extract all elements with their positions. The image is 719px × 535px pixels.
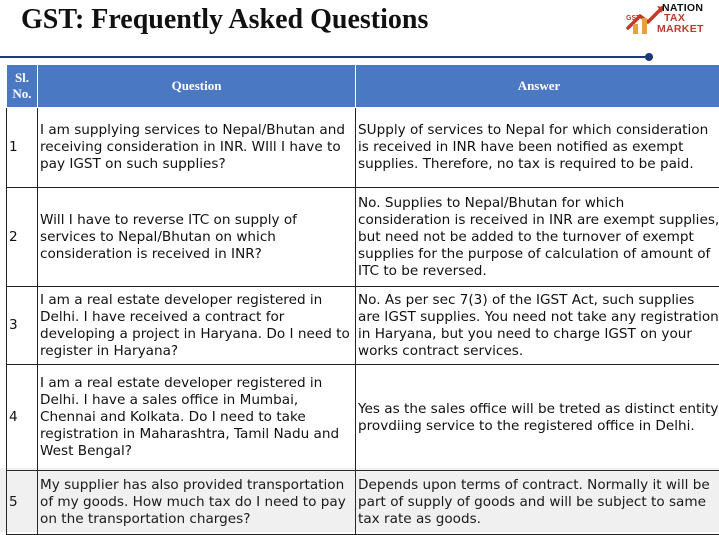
- table-row: [7, 188, 719, 287]
- row-answer: SUpply of services to Nepal for which consideration is received in INR have been notified as exempt supplies. Therefore, no tax is required to be paid.: [356, 108, 719, 188]
- row-number: 5: [7, 471, 38, 535]
- row-number: 1: [7, 108, 38, 188]
- row-question: Will I have to reverse ITC on supply of services to Nepal/Bhutan on which consideration is received in INR?: [38, 188, 356, 287]
- table-row: [7, 287, 719, 365]
- row-question: I am a real estate developer registered in Delhi. I have a sales office in Mumbai, Chennai and Kolkata. Do I need to take registration in Maharashtra, Tamil Nadu and West Bengal?: [38, 365, 356, 471]
- row-answer: Yes as the sales office will be treted as distinct entity provdiing service to the registered office in Delhi.: [356, 365, 719, 471]
- faq-table: [6, 64, 719, 535]
- title-underline: [0, 56, 653, 58]
- row-question: I am a real estate developer registered in Delhi. I have received a contract for developing a project in Haryana. Do I need to register in Haryana?: [38, 287, 356, 365]
- logo-line-nation: NATION: [662, 3, 703, 14]
- row-question: My supplier has also provided transportation of my goods. How much tax do I need to pay on the transportation charges?: [38, 471, 356, 535]
- header-sl-line2: No.: [12, 86, 31, 101]
- logo-badge: GST: [626, 15, 641, 22]
- logo-line-market: MARKET: [657, 24, 704, 35]
- row-answer: No. Supplies to Nepal/Bhutan for which consideration is received in INR are exempt supplies, but need not be added to the turnover of exempt supplies for the purpose of calculation of amount of ITC to be reversed.: [356, 188, 719, 287]
- row-question: I am supplying services to Nepal/Bhutan and receiving consideration in INR. WIll I have to pay IGST on such supplies?: [38, 108, 356, 188]
- title-underline-dot: [645, 53, 653, 61]
- row-number: 2: [7, 188, 38, 287]
- row-answer: Depends upon terms of contract. Normally it will be part of supply of goods and will be subject to same tax rate as goods.: [356, 471, 719, 535]
- header-sl-no: [7, 65, 38, 108]
- header-question: Question: [38, 65, 356, 108]
- table-row: [7, 471, 719, 535]
- logo-line-tax: TAX: [664, 13, 685, 24]
- header-answer: Answer: [356, 65, 719, 108]
- table-row: [7, 365, 719, 471]
- page-title: GST: Frequently Asked Questions: [21, 4, 428, 36]
- row-answer: No. As per sec 7(3) of the IGST Act, such supplies are IGST supplies. You need not take any registration in Haryana, but you need to charge IGST on your works contract services.: [356, 287, 719, 365]
- nation-tax-market-logo: [624, 2, 716, 36]
- row-number: 3: [7, 287, 38, 365]
- row-number: 4: [7, 365, 38, 471]
- header-sl-line1: Sl.: [15, 70, 29, 85]
- table-header-row: [7, 65, 719, 108]
- table-row: [7, 108, 719, 188]
